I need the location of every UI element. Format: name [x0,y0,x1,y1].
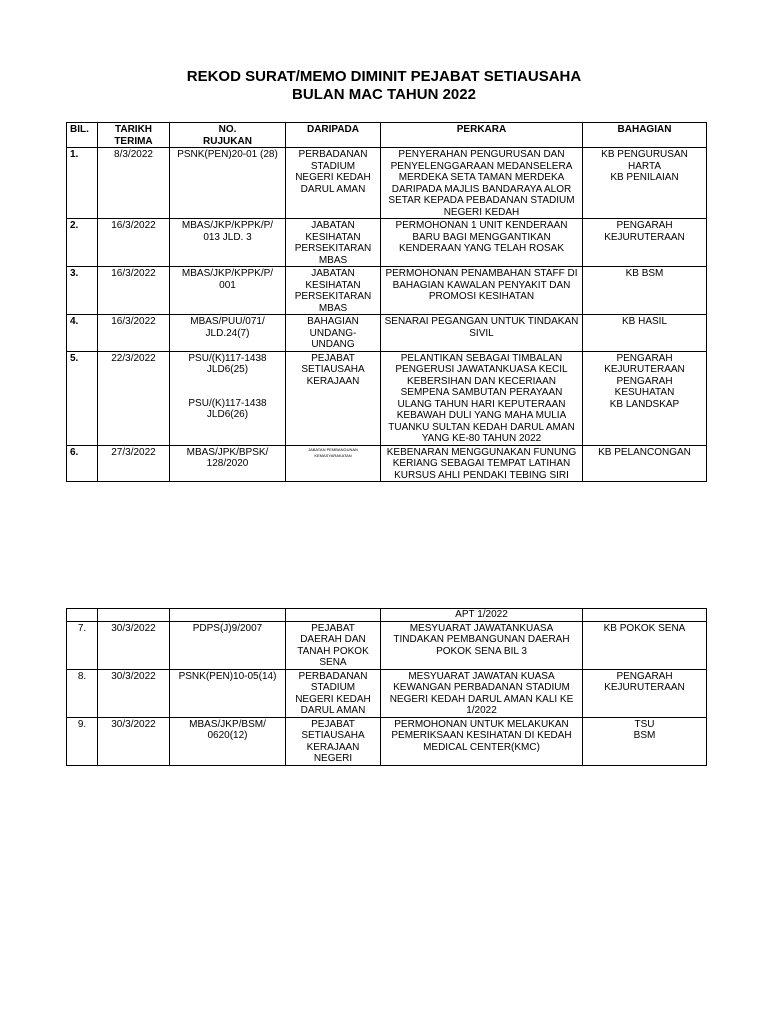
cell-perkara [381,717,583,765]
perkara-line: NEGERI KEDAH DARUL AMAN KALI KE [389,693,574,705]
perkara-line: MESYUARAT JAWATANKUASA [409,622,554,634]
rujukan-line: 0620(12) [207,730,248,741]
header-tarikh-line1: TARIKH [114,124,153,135]
daripada-line: KESIHATAN [305,279,361,291]
bahagian-line: PENGARAH [616,220,673,231]
cell-bahagian [583,148,707,219]
table-row [67,609,707,622]
rujukan-line: JLD.24(7) [205,327,250,339]
daripada-line: UNDANG- [309,327,357,339]
cell-rujukan [170,219,286,267]
rujukan-line: MBAS/JKP/KPPK/P/ [181,268,274,279]
cell-tarikh: 30/3/2022 [98,669,170,717]
daripada-line: DARUL AMAN [300,183,366,195]
daripada-line: BAHAGIAN [307,316,359,327]
cell-bil: 8. [67,669,98,717]
perkara-line: PEMERIKSAAN KESIHATAN DI KEDAH [391,730,572,741]
perkara-line: MERDEKA SETA TAMAN MERDEKA [398,172,565,183]
header-perkara: PERKARA [381,123,583,148]
perkara-line: PERMOHONAN 1 UNIT KENDERAAN [395,220,568,231]
records-table [66,122,707,482]
cell-empty [583,609,707,622]
cell-daripada [286,267,381,315]
daripada-line: JABATAN [311,268,355,279]
daripada-line: MBAS [318,302,348,314]
table-row [67,351,707,445]
cell-perkara [381,669,583,717]
cell-daripada [286,445,381,482]
cell-empty [286,609,381,622]
table-row [67,669,707,717]
cell-tarikh: 16/3/2022 [98,267,170,315]
daripada-line: JABATAN [311,220,355,231]
cell-bahagian [583,351,707,445]
table-row [67,717,707,765]
rujukan-line: MBAS/PUU/071/ [190,316,265,327]
daripada-line: PEJABAT [311,352,355,364]
header-rujukan [170,123,286,148]
cell-bahagian [583,621,707,669]
perkara-line: SEMPENA SAMBUTAN PERAYAAN [400,387,563,398]
perkara-line: DARIPADA MAJLIS BANDARAYA ALOR [391,183,572,195]
records-table-continued [66,608,707,766]
cell-bahagian [583,267,707,315]
cell-bil: 1. [67,148,98,219]
cell-perkara [381,445,583,482]
daripada-line: KESIHATAN [305,231,361,243]
cell-rujukan [170,351,286,445]
bahagian-line: PENGARAH [616,375,673,387]
cell-tarikh: 22/3/2022 [98,351,170,445]
header-no-line2: RUJUKAN [203,135,252,147]
header-daripada: DARIPADA [286,123,381,148]
perkara-line: PENYELENGGARAAN MEDANSELERA [390,160,573,172]
cell-rujukan [170,621,286,669]
bahagian-line: KB BSM [625,268,664,279]
perkara-line: KEBENARAN MENGGUNAKAN FUNUNG [386,446,577,458]
perkara-line: SENARAI PEGANGAN UNTUK TINDAKAN [384,316,579,327]
perkara-line: NEGERI KEDAH [443,206,520,218]
rujukan-line: JLD6(26) [206,409,249,420]
daripada-line: KERAJAAN [306,375,360,387]
cell-bahagian [583,445,707,482]
cell-daripada [286,148,381,219]
header-bahagian: BAHAGIAN [583,123,707,148]
cell-bahagian [583,669,707,717]
document-subtitle: BULAN MAC TAHUN 2022 [292,86,476,103]
cell-bil: 7. [67,621,98,669]
cell-rujukan [170,717,286,765]
bahagian-line: KB PENILAIAN [610,172,679,183]
header-bil: BIL. [67,123,98,148]
cell-rujukan [170,148,286,219]
rujukan-line: PSNK(PEN)20-01 (28) [177,149,278,160]
perkara-line: KERIANG SEBAGAI TEMPAT LATIHAN [392,458,571,469]
perkara-line: TUANKU SULTAN KEDAH DARUL AMAN [388,421,575,433]
perkara-line: KEBERSIHAN DAN KECERIAAN [407,375,556,387]
cell-perkara [381,148,583,219]
cell-daripada [286,351,381,445]
cell-rujukan [170,669,286,717]
perkara-line: SIVIL [469,327,494,339]
cell-perkara [381,621,583,669]
daripada-line: DARUL AMAN [300,705,366,716]
bahagian-line: KB PELANCONGAN [598,446,691,458]
daripada-line: DAERAH DAN [300,634,366,645]
cell-bil: 5. [67,351,98,445]
bahagian-line: KB POKOK SENA [603,622,686,634]
rujukan-line: PDPS(J)9/2007 [192,622,263,634]
perkara-line: PROMOSI KESIHATAN [428,291,535,302]
table-row [67,621,707,669]
daripada-line: PEJABAT [311,622,355,634]
perkara-line: BAHAGIAN KAWALAN PENYAKIT DAN [392,279,571,291]
rujukan-line: 013 JLD. 3 [203,231,252,243]
cell-tarikh: 30/3/2022 [98,717,170,765]
cell-rujukan [170,445,286,482]
cell-rujukan [170,267,286,315]
perkara-line: 1/2022 [466,705,497,716]
document-title: REKOD SURAT/MEMO DIMINIT PEJABAT SETIAUSAHA [186,68,582,85]
daripada-line: NEGERI KEDAH [295,172,371,183]
bahagian-line: KB HASIL [621,316,668,327]
daripada-line: SETIAUSAHA [301,730,365,741]
cell-bil: 3. [67,267,98,315]
cell-perkara [381,267,583,315]
perkara-line: POKOK SENA BIL 3 [436,645,527,657]
cell-empty [170,609,286,622]
cell-daripada [286,717,381,765]
perkara-line: KEBAWAH DULI YANG MAHA MULIA [396,410,567,421]
daripada-line: PERBADANAN [298,149,368,160]
cell-bil: 6. [67,445,98,482]
cell-daripada [286,219,381,267]
bahagian-line: PENGARAH [616,352,673,364]
daripada-line: STADIUM [310,160,356,172]
cell-perkara-continued: APT 1/2022 [381,609,583,622]
cell-perkara [381,351,583,445]
cell-empty [98,609,170,622]
cell-tarikh: 8/3/2022 [98,148,170,219]
daripada-line: KEMASYARAKATAN [314,452,352,458]
bahagian-line: PENGARAH [616,670,673,682]
cell-empty [67,609,98,622]
table-row [67,219,707,267]
cell-perkara [381,219,583,267]
bahagian-line: KEJURUTERAAN [604,231,685,243]
cell-bil: 4. [67,315,98,352]
cell-daripada [286,669,381,717]
rujukan-line: MBAS/JKP/BSM/ [189,718,266,730]
bahagian-line: HARTA [628,160,661,172]
cell-bil: 2. [67,219,98,267]
perkara-line: PERMOHONAN UNTUK MELAKUKAN [394,718,569,730]
perkara-line: YANG KE-80 TAHUN 2022 [421,433,542,444]
daripada-line: KERAJAAN [306,741,360,753]
bahagian-line: KB PENGURUSAN [601,149,688,160]
bahagian-line: TSU [634,718,655,730]
cell-bahagian [583,717,707,765]
daripada-line: TANAH POKOK [297,645,369,657]
daripada-line: NEGERI KEDAH [295,693,371,705]
header-tarikh-line2: TERIMA [114,135,153,147]
bahagian-line: KEJURUTERAAN [604,682,685,693]
cell-bil: 9. [67,717,98,765]
rujukan-line: PSNK(PEN)10-05(14) [178,670,277,682]
perkara-line: PENYERAHAN PENGURUSAN DAN [398,149,565,160]
table-row [67,315,707,352]
daripada-line: SETIAUSAHA [301,364,365,375]
cell-bahagian [583,219,707,267]
cell-perkara [381,315,583,352]
bahagian-line: KESUHATAN [614,387,675,398]
perkara-line: PENGERUSI JAWATANKUASA KECIL [395,364,568,375]
daripada-line: SENA [319,657,347,668]
rujukan-line: PSU/(K)117-1438 [188,352,267,364]
rujukan-line: 128/2020 [206,458,249,469]
daripada-line: NEGERI [313,753,353,764]
cell-tarikh: 16/3/2022 [98,219,170,267]
perkara-line: ULANG TAHUN HARI KEPUTERAAN [397,398,566,410]
cell-tarikh: 16/3/2022 [98,315,170,352]
rujukan-line: JLD6(25) [206,364,249,375]
perkara-line: SETAR KEPADA PEBADANAN STADIUM [388,195,575,206]
perkara-line: KEWANGAN PERBADANAN STADIUM [393,682,570,693]
cell-bahagian [583,315,707,352]
perkara-line: TINDAKAN PEMBANGUNAN DAERAH [393,634,570,645]
perkara-line: PELANTIKAN SEBAGAI TIMBALAN [400,352,563,364]
daripada-line: UNDANG [311,339,355,350]
daripada-line: JABATAN PEMBANGUNAN [308,446,358,452]
table-row [67,445,707,482]
cell-daripada [286,621,381,669]
bahagian-line: KB LANDSKAP [609,398,680,410]
table-header-row [67,123,707,148]
rujukan-line: MBAS/JKP/KPPK/P/ [181,220,274,231]
daripada-line: PERSEKITARAN [294,243,372,254]
perkara-line: KENDERAAN YANG TELAH ROSAK [398,243,565,254]
header-no-line1: NO. [218,124,237,135]
header-tarikh [98,123,170,148]
perkara-line: PERMOHONAN PENAMBAHAN STAFF DI [385,268,578,279]
perkara-line: MEDICAL CENTER(KMC) [423,741,540,753]
cell-tarikh: 27/3/2022 [98,445,170,482]
daripada-line: STADIUM [310,682,356,693]
daripada-line: PERBADANAN [298,670,368,682]
table-row [67,148,707,219]
daripada-line: PERSEKITARAN [294,291,372,302]
perkara-line: KURSUS AHLI PENDAKI TEBING SIRI [394,469,569,481]
daripada-line: MBAS [318,254,348,266]
daripada-line: PEJABAT [311,718,355,730]
perkara-line: BARU BAGI MENGGANTIKAN [412,231,551,243]
bahagian-line: BSM [633,730,656,741]
rujukan-line: 001 [219,279,236,291]
perkara-line: MESYUARAT JAWATAN KUASA [408,670,555,682]
cell-daripada [286,315,381,352]
cell-rujukan [170,315,286,352]
rujukan-line: PSU/(K)117-1438 [188,397,267,409]
cell-tarikh: 30/3/2022 [98,621,170,669]
table-row [67,267,707,315]
bahagian-line: KEJURUTERAAN [604,364,685,375]
rujukan-line: MBAS/JPK/BPSK/ [186,446,269,458]
